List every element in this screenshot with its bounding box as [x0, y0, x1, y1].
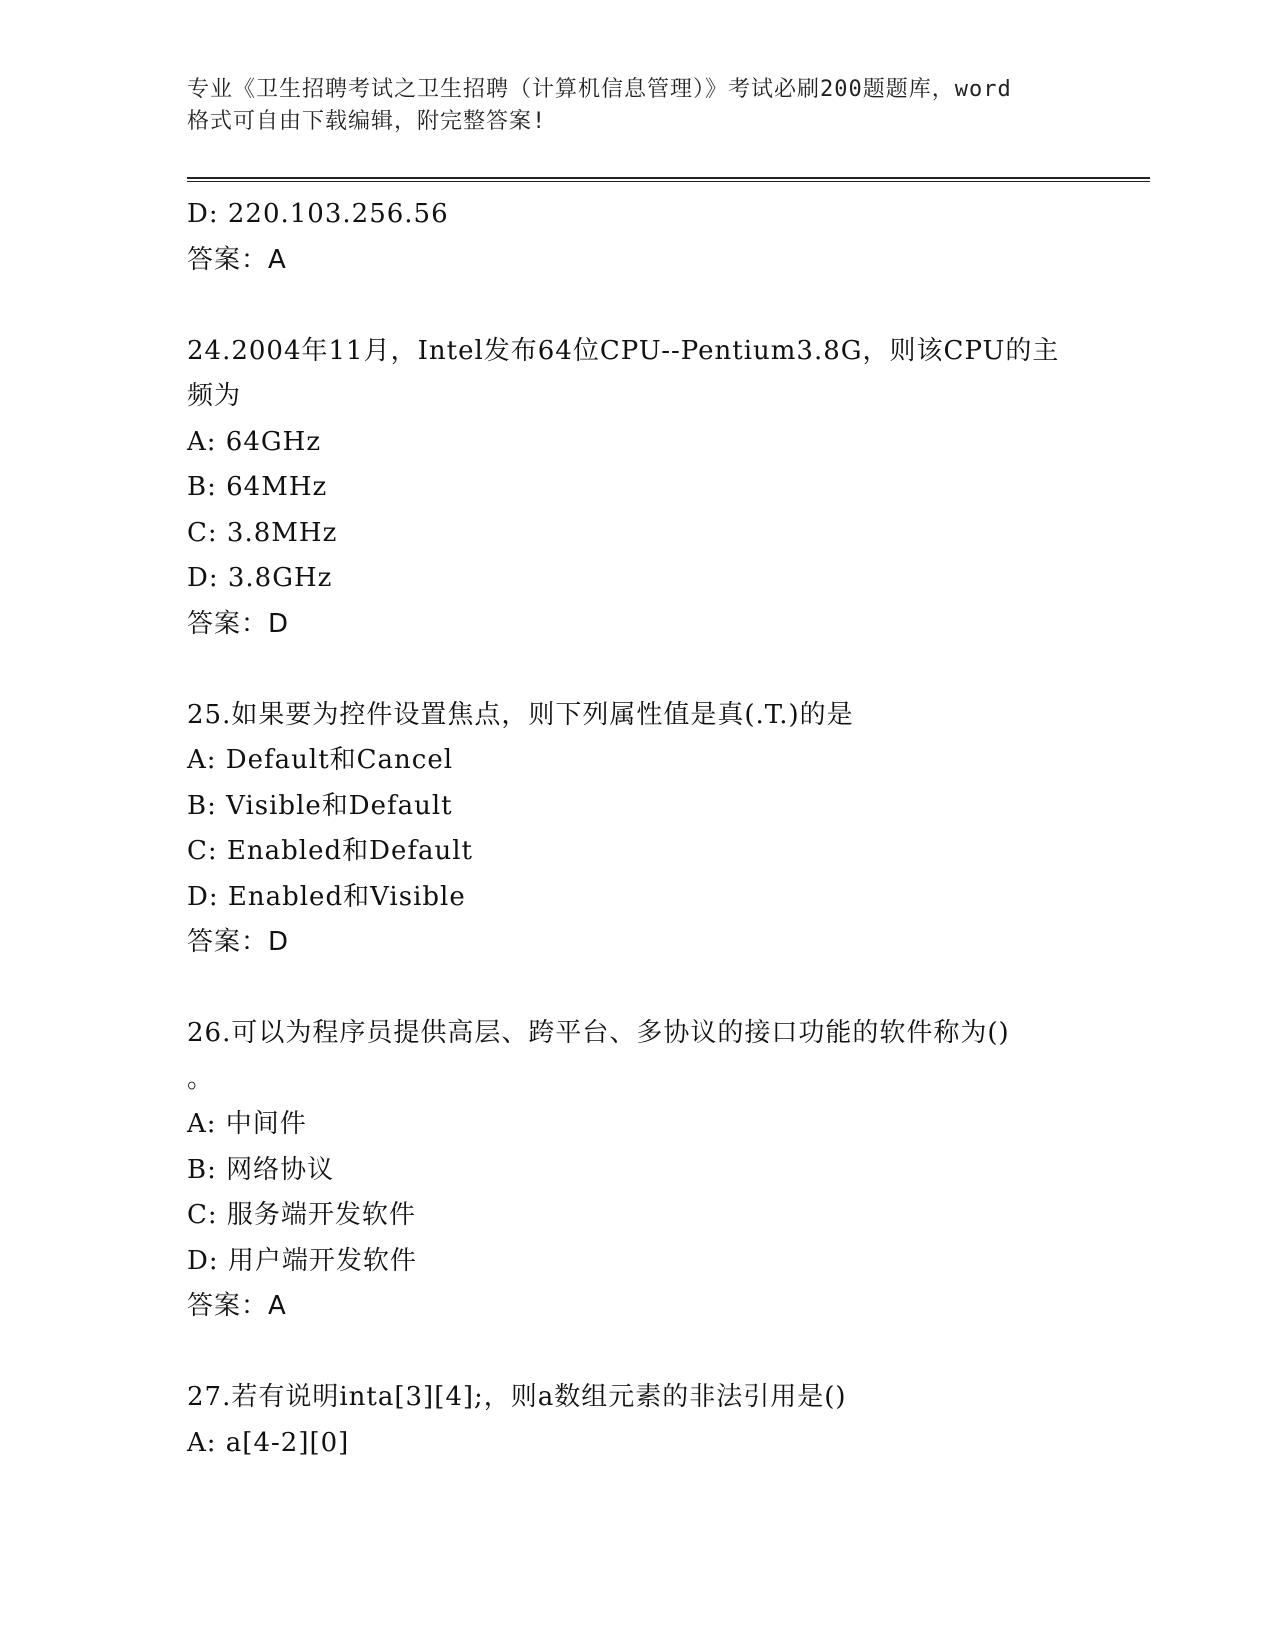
- spacer: [187, 966, 1107, 1012]
- question-24: [187, 329, 1107, 648]
- spacer: [187, 283, 1107, 329]
- header-divider-thick: [187, 177, 1150, 179]
- question-stem-cont: 。: [187, 1063, 215, 1094]
- question-27: [187, 1375, 1107, 1466]
- question-stem: 24.2004年11月，Intel发布64位CPU--Pentium3.8G，则该CPU的主: [187, 335, 1060, 366]
- header-line-2: 格式可自由下载编辑，附完整答案!: [187, 109, 547, 134]
- option-a: A: 中间件: [187, 1109, 307, 1139]
- option-d: D: 220.103.256.56: [187, 199, 449, 229]
- option-a: A: Default和Cancel: [187, 745, 454, 775]
- header-line-1: 专业《卫生招聘考试之卫生招聘（计算机信息管理）》考试必刷200题题库，word: [187, 77, 1012, 102]
- question-stem-cont: 频为: [187, 381, 242, 411]
- answer: 答案：D: [187, 927, 290, 957]
- option-b: B: Visible和Default: [187, 790, 453, 821]
- question-23-tail: [187, 192, 1107, 283]
- option-d: D: 3.8GHz: [187, 563, 333, 593]
- question-25: [187, 693, 1107, 966]
- option-b: B: 网络协议: [187, 1154, 335, 1185]
- answer: 答案：D: [187, 608, 290, 639]
- question-list: [187, 192, 1107, 1466]
- header-divider-thin: [187, 181, 1150, 182]
- option-a: A: 64GHz: [187, 426, 322, 457]
- question-stem: 27.若有说明inta[3][4];，则a数组元素的非法引用是(): [187, 1382, 847, 1412]
- question-stem: 25.如果要为控件设置焦点，则下列属性值是真(.T.)的是: [187, 699, 854, 730]
- option-c: C: 3.8MHz: [187, 517, 338, 548]
- spacer: [187, 647, 1107, 693]
- answer: 答案：A: [187, 1291, 287, 1321]
- option-a: A: a[4-2][0]: [187, 1427, 350, 1458]
- option-d: D: Enabled和Visible: [187, 881, 466, 912]
- question-26: [187, 1011, 1107, 1330]
- option-d: D: 用户端开发软件: [187, 1245, 417, 1276]
- option-c: C: 服务端开发软件: [187, 1200, 416, 1230]
- page-header: [187, 74, 1087, 138]
- answer: 答案：A: [187, 244, 287, 275]
- spacer: [187, 1330, 1107, 1376]
- option-b: B: 64MHz: [187, 472, 328, 502]
- question-stem: 26.可以为程序员提供高层、跨平台、多协议的接口功能的软件称为(): [187, 1018, 1010, 1048]
- option-c: C: Enabled和Default: [187, 836, 473, 866]
